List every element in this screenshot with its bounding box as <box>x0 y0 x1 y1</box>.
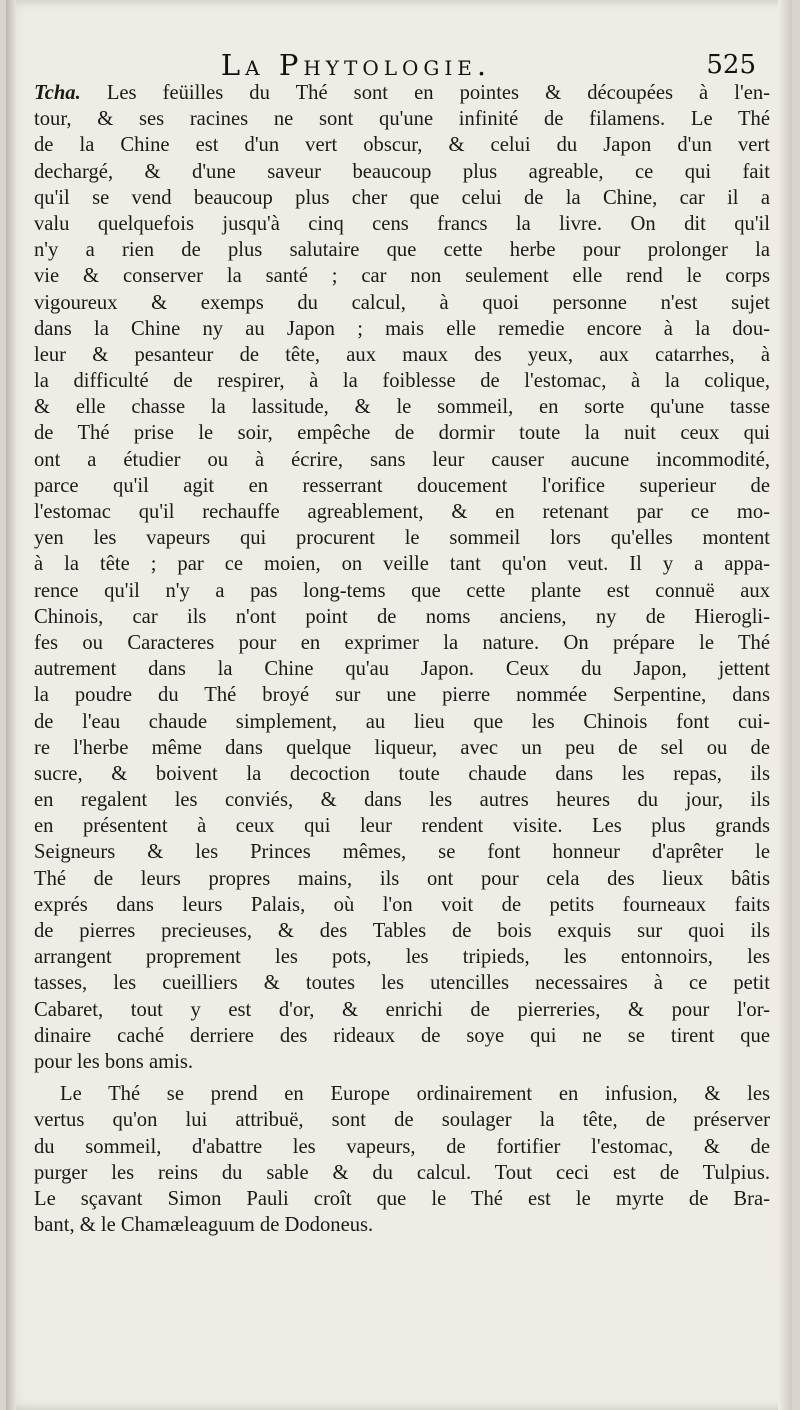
text-line: n'y a rien de plus salutaire que cette herbe pour prolonger la <box>34 239 770 262</box>
marginal-note: Tcha. <box>34 82 81 104</box>
text-line: rence qu'il n'y a pas long-tems que cette plante est connuë aux <box>34 579 770 602</box>
text-line: en regalent les conviés, & dans les autres heures du jour, ils <box>34 789 770 812</box>
text-line: l'estomac qu'il rechauffe agreablement, & en retenant par ce mo- <box>34 501 770 523</box>
page-number: 525 <box>706 50 756 80</box>
text-line: Seigneurs & les Princes mêmes, se font honneur d'aprêter le <box>34 841 770 864</box>
text-line: bant, & le Chamæleaguum de Dodoneus. <box>34 1214 374 1237</box>
text-line: autrement dans la Chine qu'au Japon. Ceux du Japon, jettent <box>34 658 770 681</box>
text-line: parce qu'il agit en resserrant doucement l'orifice superieur de <box>34 474 770 497</box>
text-line: Le sçavant Simon Pauli croît que le Thé est le myrte de Bra- <box>34 1187 770 1210</box>
text-line: du sommeil, d'abattre les vapeurs, de fortifier l'estomac, & de <box>34 1135 770 1158</box>
text-line: pour les bons amis. <box>34 1050 194 1073</box>
text-line: vie & conserver la santé ; car non seulement elle rend le corps <box>34 265 770 288</box>
text-line: leur & pesanteur de tête, aux maux des yeux, aux catarrhes, à <box>34 343 770 366</box>
text-line: dechargé, & d'une saveur beaucoup plus agreable, ce qui fait <box>34 160 770 183</box>
text-line: valu quelquefois jusqu'à cinq cens francs la livre. On dit qu'il <box>34 212 770 235</box>
text-line: purger les reins du sable & du calcul. Tout ceci est de Tulpius. <box>34 1161 770 1184</box>
text-line: fes ou Caracteres pour en exprimer la nature. On prépare le Thé <box>34 631 770 654</box>
text-line: arrangent proprement les pots, les tripieds, les entonnoirs, les <box>34 946 770 969</box>
text-line: re l'herbe même dans quelque liqueur, avec un peu de sel ou de <box>34 736 770 759</box>
text-line: tour, & ses racines ne sont qu'une infinité de filamens. Le Thé <box>34 108 770 131</box>
text-line: yen les vapeurs qui procurent le sommeil lors qu'elles montent <box>34 527 770 550</box>
text-line: en présentent à ceux qui leur rendent visite. Les plus grands <box>34 815 770 838</box>
text-line: ont a étudier ou à écrire, sans leur causer aucune incommodité, <box>34 448 770 471</box>
text-line: sucre, & boivent la decoction toute chaude dans les repas, ils <box>34 762 770 785</box>
text-line: la difficulté de respirer, à la foiblesse de l'estomac, à la colique, <box>34 370 770 393</box>
text-line: Tcha. Les feüilles du Thé sont en pointes & découpées à l'en- <box>34 82 770 104</box>
text-line: vertus qu'on lui attribuë, sont de soulager la tête, de préserver <box>34 1109 770 1132</box>
body-text <box>34 80 770 1238</box>
text-line: de pierres precieuses, & des Tables de bois exquis sur quoi ils <box>34 920 770 942</box>
running-title: La Phytologie. <box>220 48 492 82</box>
page-edge-shadow <box>778 0 792 1410</box>
text-line: dans la Chine ny au Japon ; mais elle remedie encore à la dou- <box>34 317 770 340</box>
text-line: de Thé prise le soir, empêche de dormir toute la nuit ceux qui <box>34 422 770 445</box>
text-line: Thé de leurs propres mains, ils ont pour cela des lieux bâtis <box>34 867 770 890</box>
text-line: vigoureux & exemps du calcul, à quoi personne n'est sujet <box>34 291 770 314</box>
text-line: qu'il se vend beaucoup plus cher que celui de la Chine, car il a <box>34 186 770 209</box>
text-line: Chinois, car ils n'ont point de noms anciens, ny de Hierogli- <box>34 605 770 628</box>
book-page <box>6 0 792 1410</box>
text-line: de l'eau chaude simplement, au lieu que les Chinois font cui- <box>34 710 770 733</box>
text-line: Cabaret, tout y est d'or, & enrichi de pierreries, & pour l'or- <box>34 998 770 1021</box>
text-line: Le Thé se prend en Europe ordinairement en infusion, & les <box>60 1083 770 1106</box>
text-line: dinaire caché derriere des rideaux de soye qui ne se tirent que <box>34 1024 770 1047</box>
text-line: exprés dans leurs Palais, où l'on voit de petits fourneaux faits <box>34 893 770 916</box>
text-line: de la Chine est d'un vert obscur, & celui du Japon d'un vert <box>34 134 770 157</box>
text-line: la poudre du Thé broyé sur une pierre nommée Serpentine, dans <box>34 684 770 707</box>
text-line: tasses, les cueilliers & toutes les utencilles necessaires à ce petit <box>34 972 770 995</box>
page-gutter-shadow <box>6 0 16 1410</box>
text-line: à la tête ; par ce moien, on veille tant qu'on veut. Il y a appa- <box>34 553 770 576</box>
text-line: & elle chasse la lassitude, & le sommeil, en sorte qu'une tasse <box>34 396 770 419</box>
